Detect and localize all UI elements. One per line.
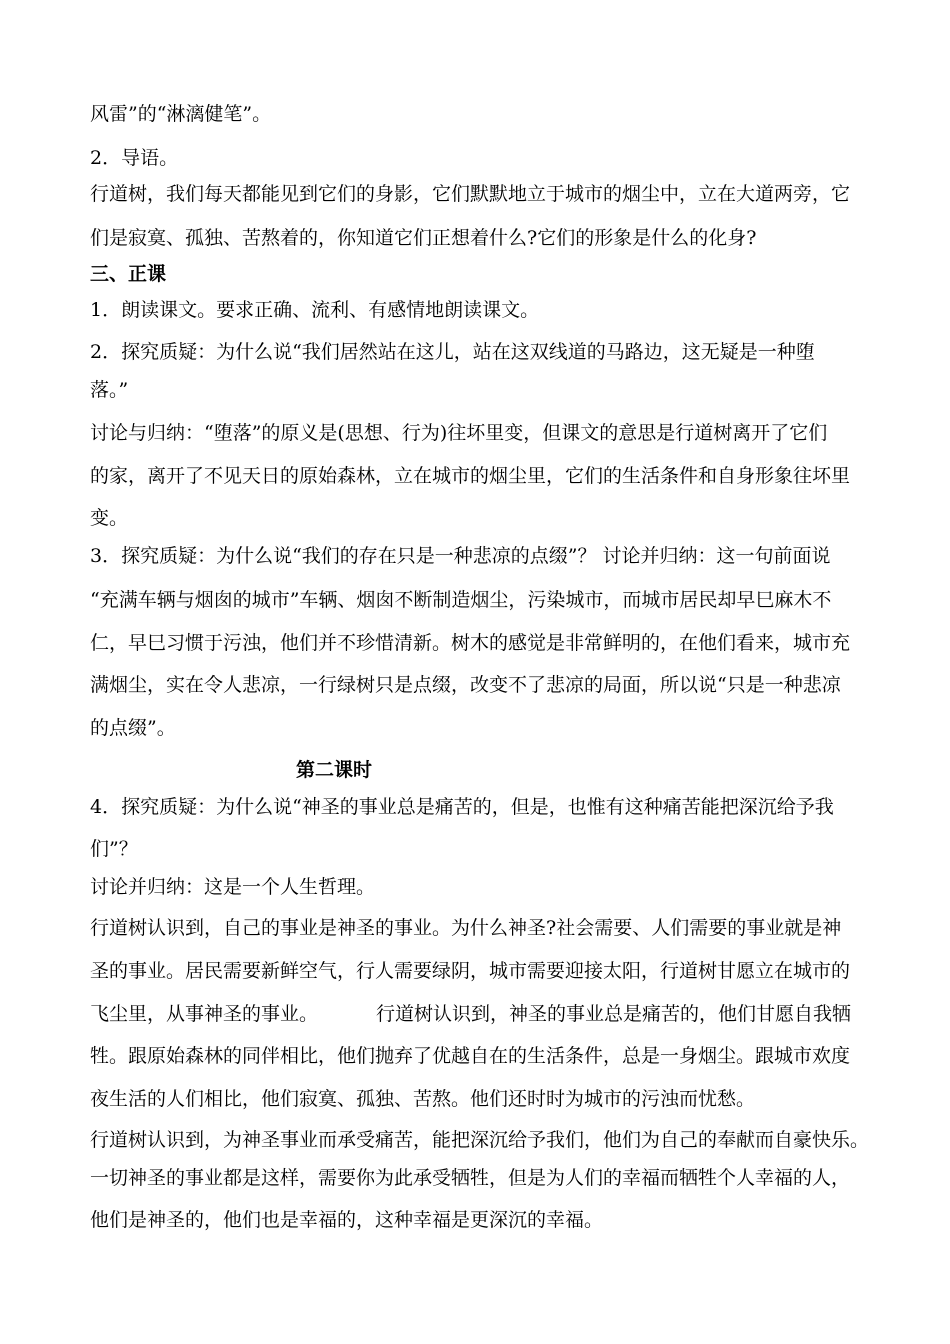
item-2-answer-line-2: 的家，离开了不见天日的原始森林，立在城市的烟尘里，它们的生活条件和自身形象往坏里 [90,465,851,487]
lesson-2-heading: 第二课时 [296,759,373,781]
daoyu-line-1: 行道树，我们每天都能见到它们的身影，它们默默地立于城市的烟尘中，立在大道两旁，它 [90,183,851,205]
para-a-line-3-right: 行道树认识到，神圣的事业总是痛苦的，他们甘愿自我牺 [376,1003,852,1025]
item-2-line-1: 2．探究质疑：为什么说“我们居然站在这儿，站在这双线道的马路边，这无疑是一种堕 [90,341,815,363]
item-3-line-4: 满烟尘，实在令人悲凉，一行绿树只是点缀，改变不了悲凉的局面，所以说“只是一种悲凉 [90,674,841,696]
item-4-line-2: 们”？ [90,838,138,860]
item-2-answer-line-3: 变。 [90,507,129,529]
item-2-answer-line-1: 讨论与归纳：“堕落”的原义是(思想、行为)往坏里变，但课文的意思是行道树离开了它们 [90,422,828,444]
para-a-line-1: 行道树认识到，自己的事业是神圣的事业。为什么神圣?社会需要、人们需要的事业就是神 [90,917,842,939]
para-c-line-1: 行道树认识到，为神圣事业而承受痛苦，能把深沉给予我们，他们为自己的奉献而自豪快乐。 [90,1129,870,1151]
para-a-line-3 [90,1002,851,1026]
para-b-line-2: 夜生活的人们相比，他们寂寞、孤独、苦熬。他们还时时为城市的污浊而忧愁。 [90,1088,756,1110]
para-c-line-2: 一切神圣的事业都是这样，需要你为此承受牺牲，但是为人们的幸福而牺牲个人幸福的人， [90,1167,851,1189]
item-3-line-3: 仁，早巳习惯于污浊，他们并不珍惜清新。树木的感觉是非常鲜明的，在他们看来，城市充 [90,632,851,654]
item-4-line-1: 4．探究质疑：为什么说“神圣的事业总是痛苦的，但是，也惟有这种痛苦能把深沉给予我 [90,796,834,818]
item-3-line-2: “充满车辆与烟囱的城市”车辆、烟囱不断制造烟尘，污染城市，而城市居民却早巳麻木不 [90,589,832,611]
section-3-heading: 三、正课 [90,263,167,285]
item-3-line-5: 的点缀”。 [90,717,176,739]
item-1-line: 1．朗读课文。要求正确、流利、有感情地朗读课文。 [90,299,540,321]
para-c-line-3: 他们是神圣的，他们也是幸福的，这种幸福是更深沉的幸福。 [90,1209,604,1231]
daoyu-line-2: 们是寂寞、孤独、苦熬着的，你知道它们正想着什么?它们的形象是什么的化身? [90,227,757,249]
para-a-line-2: 圣的事业。居民需要新鲜空气，行人需要绿阴，城市需要迎接太阳，行道树甘愿立在城市的 [90,960,851,982]
intro-tail-line: 风雷”的“淋漓健笔”。 [90,103,272,125]
para-b-line-1: 牲。跟原始森林的同伴相比，他们抛弃了优越自在的生活条件，总是一身烟尘。跟城市欢度 [90,1045,851,1067]
daoyu-heading: 2．导语。 [90,147,179,169]
item-3-line-1: 3．探究质疑：为什么说“我们的存在只是一种悲凉的点缀”？ 讨论并归纳：这一句前面说 [90,545,831,567]
item-2-line-2: 落。” [90,379,129,401]
para-a-line-3-left: 飞尘里，从事神圣的事业。 [90,1003,319,1025]
item-4-summary-line: 讨论并归纳：这是一个人生哲理。 [90,876,376,898]
